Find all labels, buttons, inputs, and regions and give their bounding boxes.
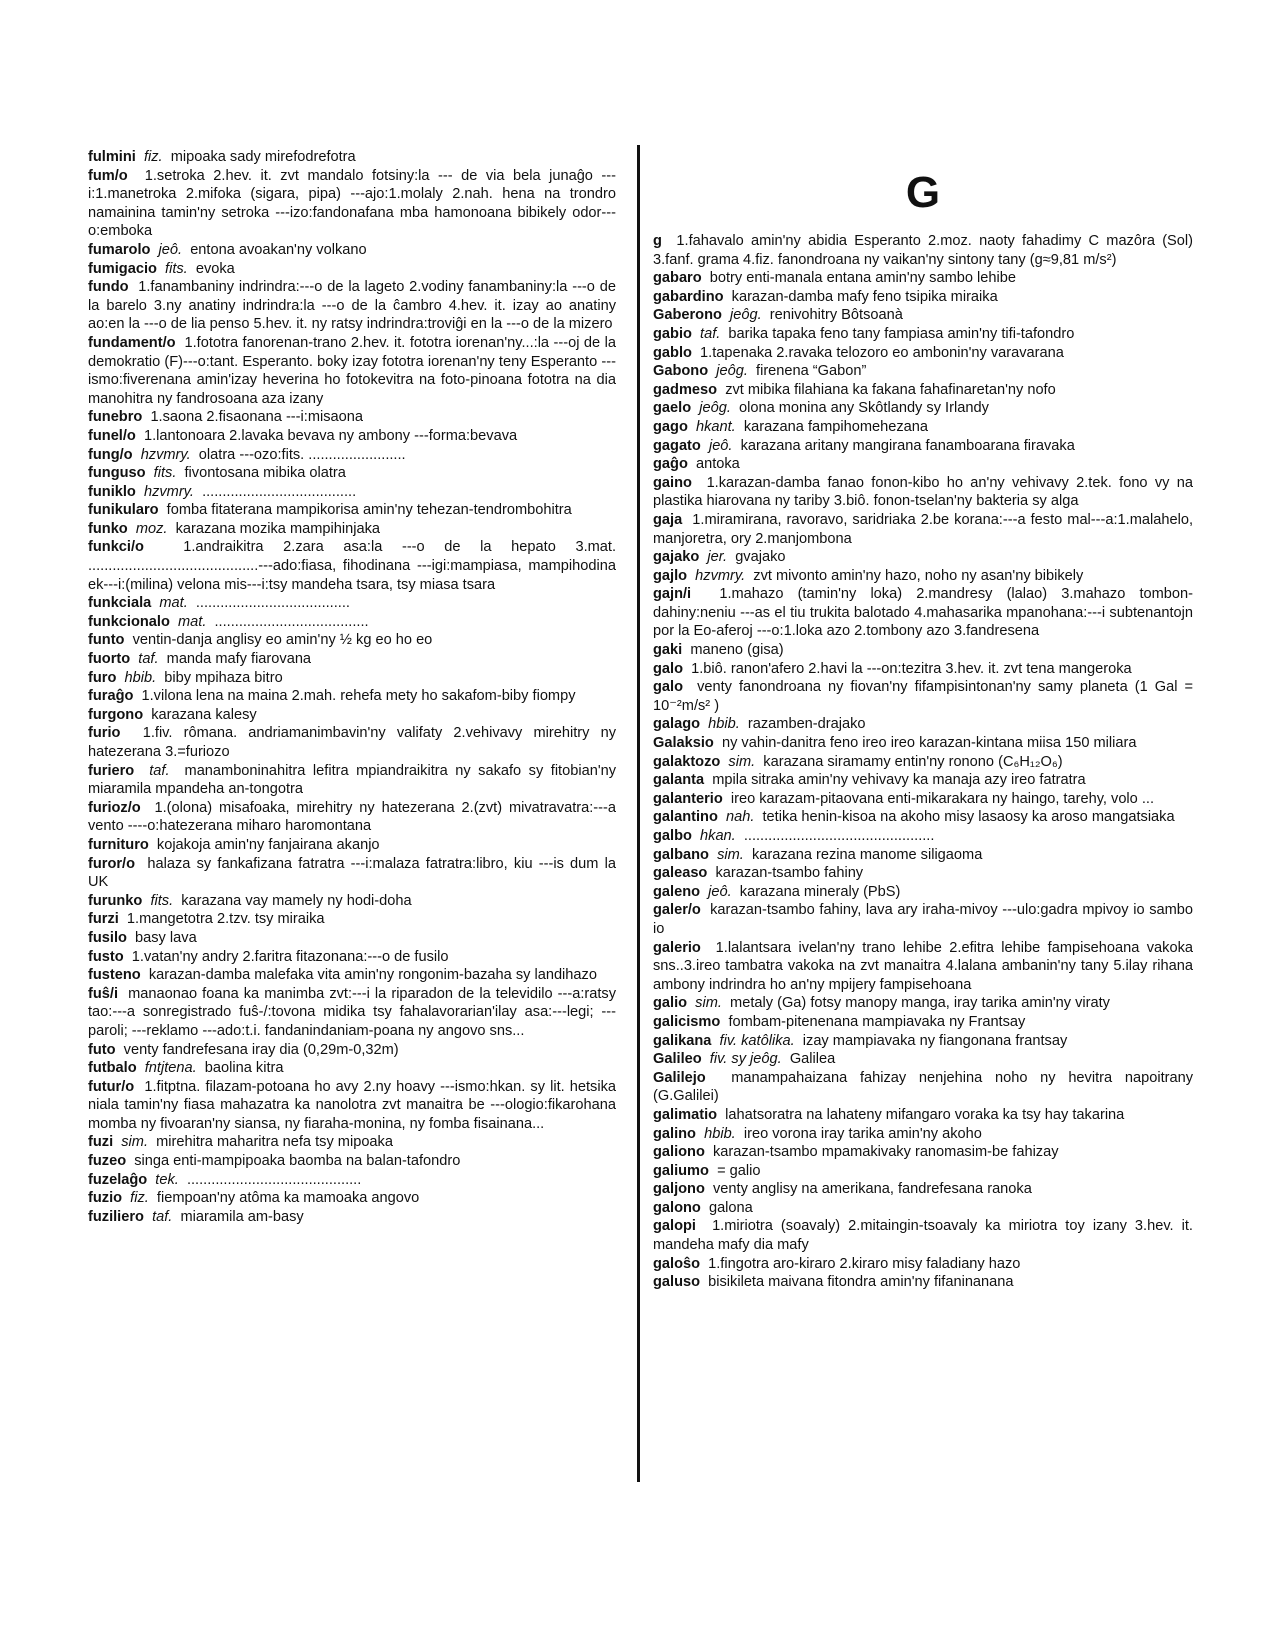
dictionary-entry bbox=[653, 1013, 1193, 1032]
entry-domain-tag: mat. bbox=[178, 613, 207, 630]
dictionary-entry bbox=[88, 464, 616, 483]
entry-headword: Gaberono bbox=[653, 307, 722, 324]
entry-definition: 1.biô. ranon'afero 2.havi la ---on:tezitra 3.hev. it. zvt tena mangeroka bbox=[691, 660, 1132, 677]
entry-headword: furo bbox=[88, 669, 117, 686]
dictionary-entry bbox=[653, 939, 1193, 995]
entry-definition: olona monina any Skôtlandy sy Irlandy bbox=[739, 400, 989, 417]
entry-headword: gabardino bbox=[653, 288, 724, 305]
entry-definition: karazan-damba malefaka vita amin'ny rongonim-bazaha sy landihazo bbox=[148, 967, 597, 984]
entry-headword: furor/o bbox=[88, 855, 136, 872]
dictionary-entry bbox=[88, 446, 616, 465]
entry-domain-tag: fiv. sy jeôg. bbox=[709, 1051, 782, 1068]
entry-headword: gabio bbox=[653, 325, 692, 342]
entry-definition: 1.saona 2.fisaonana ---i:misaona bbox=[150, 409, 363, 426]
entry-domain-tag: fntjtena. bbox=[144, 1060, 197, 1077]
entry-headword: funguso bbox=[88, 465, 146, 482]
entry-definition: ny vahin-danitra feno ireo ireo karazan-kintana miisa 150 miliara bbox=[721, 735, 1137, 752]
entry-definition: 1.vilona lena na maina 2.mah. rehefa mety ho sakafom-biby fiompy bbox=[141, 688, 576, 705]
dictionary-entry bbox=[653, 901, 1193, 938]
dictionary-entry bbox=[88, 1189, 616, 1208]
entry-definition: entona avoakan'ny volkano bbox=[190, 241, 367, 258]
entry-headword: galbano bbox=[653, 846, 709, 863]
entry-definition: = galio bbox=[717, 1162, 761, 1179]
entry-headword: galopi bbox=[653, 1218, 696, 1235]
entry-definition: 1.tapenaka 2.ravaka telozoro eo ambonin'ny varavarana bbox=[700, 344, 1064, 361]
entry-headword: funel/o bbox=[88, 427, 136, 444]
dictionary-entry bbox=[653, 418, 1193, 437]
entry-headword: galiumo bbox=[653, 1162, 709, 1179]
entry-domain-tag: hzvmry. bbox=[143, 483, 194, 500]
dictionary-entry bbox=[653, 344, 1193, 363]
entry-headword: fumarolo bbox=[88, 241, 151, 258]
entry-domain-tag: tek. bbox=[155, 1171, 179, 1188]
entry-definition: antoka bbox=[695, 456, 740, 473]
entry-definition: ............................................... bbox=[743, 828, 935, 844]
entry-domain-tag: jeôg. bbox=[716, 363, 748, 380]
entry-definition: 1.andraikitra 2.zara asa:la ---o de la hepato 3.mat. ..........................................---ado:fiasa, fihodinana ---igi:mampiasa, mampihodina ek---i:(milina) velona mis---i:tsy mandeha tsara, tsy miasa tsara bbox=[88, 539, 617, 593]
entry-headword: gajn/i bbox=[653, 586, 692, 603]
entry-definition: karazana aritany mangirana fanamboarana firavaka bbox=[740, 437, 1075, 454]
entry-definition: karazan-tsambo mpamakivaky ranomasim-be fahizay bbox=[713, 1144, 1059, 1161]
entry-domain-tag: jeô. bbox=[158, 241, 183, 258]
entry-headword: gaja bbox=[653, 511, 683, 528]
dictionary-entry bbox=[88, 762, 616, 799]
entry-headword: fuzi bbox=[88, 1134, 114, 1151]
dictionary-entry bbox=[653, 306, 1193, 325]
entry-headword: fusilo bbox=[88, 929, 127, 946]
dictionary-entry bbox=[88, 1171, 616, 1190]
entry-definition: manda mafy fiarovana bbox=[166, 651, 312, 668]
entry-headword: galono bbox=[653, 1199, 701, 1216]
entry-definition: singa enti-mampipoaka baomba na balan-tafondro bbox=[134, 1153, 461, 1170]
dictionary-entry bbox=[88, 594, 616, 613]
entry-domain-tag: hzvmry. bbox=[695, 567, 746, 584]
entry-domain-tag: jeô. bbox=[708, 883, 732, 900]
entry-definition: karazan-damba mafy feno tsipika miraika bbox=[731, 288, 998, 305]
entry-definition: karazana rezina manome siligaoma bbox=[751, 846, 983, 863]
entry-domain-tag: taf. bbox=[138, 651, 159, 668]
entry-definition: ventin-danja anglisy eo amin'ny ½ kg eo ho eo bbox=[132, 632, 433, 649]
dictionary-entry bbox=[653, 790, 1193, 809]
dictionary-entry bbox=[653, 641, 1193, 660]
entry-headword: furzi bbox=[88, 911, 119, 928]
entry-definition: ........................................... bbox=[186, 1171, 362, 1188]
dictionary-entry bbox=[88, 631, 616, 650]
entry-definition: izay mampiavaka ny fiangonana frantsay bbox=[802, 1032, 1068, 1049]
dictionary-entry bbox=[653, 1255, 1193, 1274]
dictionary-entry bbox=[88, 892, 616, 911]
entry-headword: furiero bbox=[88, 762, 135, 779]
entry-definition: gvajako bbox=[735, 549, 786, 566]
entry-headword: galimatio bbox=[653, 1106, 718, 1123]
dictionary-entry bbox=[653, 846, 1193, 865]
entry-definition: karazana kalesy bbox=[151, 706, 257, 723]
entry-headword: furnituro bbox=[88, 836, 149, 853]
entry-definition: olatra ---ozo:fits. ........................ bbox=[198, 446, 406, 463]
entry-definition: karazana mineraly (PbS) bbox=[739, 883, 901, 900]
entry-domain-tag: fiz. bbox=[130, 1190, 149, 1207]
entry-definition: Galilea bbox=[789, 1051, 836, 1068]
entry-headword: fuŝ/i bbox=[88, 985, 118, 1002]
entry-definition: 1.karazan-damba fanao fonon-kibo ho an'ny vehivavy 2.tek. fono vy na plastika hiarovana ny tariby 3.biô. fonon-tselan'ny bakteria sy alga bbox=[653, 474, 1194, 510]
dictionary-entry bbox=[88, 1152, 616, 1171]
entry-definition: ...................................... bbox=[202, 483, 357, 500]
dictionary-entry bbox=[653, 1125, 1193, 1144]
entry-headword: gabaro bbox=[653, 270, 702, 287]
entry-definition: fivontosana mibika olatra bbox=[184, 465, 346, 482]
dictionary-entry bbox=[88, 1208, 616, 1227]
dictionary-entry bbox=[653, 567, 1193, 586]
entry-definition: razamben-drajako bbox=[747, 716, 866, 733]
entry-headword: galeaso bbox=[653, 865, 708, 882]
dictionary-entry bbox=[88, 910, 616, 929]
entry-headword: gablo bbox=[653, 344, 692, 361]
entry-domain-tag: sim. bbox=[695, 995, 722, 1012]
entry-definition: mpila sitraka amin'ny vehivavy ka manaja azy ireo fatratra bbox=[712, 772, 1086, 789]
entry-headword: galo bbox=[653, 660, 683, 677]
dictionary-entry bbox=[653, 1217, 1193, 1254]
entry-definition: 1.fototra fanorenan-trano 2.hev. it. fototra iorenan'ny...:la ---oj de la demokratio (F)---o:tant. Esperanto. boky izay fototra iorenan'ny teny Esperanto ---ismo:fiverenana amin'izay heverina ho fotokevitra na foto-pinoana fototra na dia manohitra ny fandrosoana aza izany bbox=[88, 334, 617, 407]
entry-headword: fum/o bbox=[88, 167, 128, 184]
entry-headword: furgono bbox=[88, 706, 144, 723]
entry-definition: kojakoja amin'ny fanjairana akanjo bbox=[156, 836, 380, 853]
entry-headword: gago bbox=[653, 418, 688, 435]
entry-headword: galantino bbox=[653, 809, 718, 826]
entry-headword: galoŝo bbox=[653, 1255, 701, 1272]
entry-headword: galino bbox=[653, 1125, 696, 1142]
dictionary-entry bbox=[88, 1133, 616, 1152]
entry-definition: karazan-tsambo fahiny, lava ary iraha-mivoy ---ulo:gadra mpivoy io sambo io bbox=[653, 902, 1193, 937]
entry-headword: fuzelaĝo bbox=[88, 1171, 148, 1188]
dictionary-entry bbox=[653, 1069, 1193, 1106]
dictionary-entry bbox=[88, 1041, 616, 1060]
entry-headword: galaktozo bbox=[653, 753, 721, 770]
dictionary-entry bbox=[88, 948, 616, 967]
entry-definition: maneno (gisa) bbox=[690, 642, 784, 659]
entry-headword: fundo bbox=[88, 279, 129, 296]
entry-definition: 1.fahavalo amin'ny abidia Esperanto 2.moz. naoty fahadimy C mazôra (Sol) 3.fanf. grama 4.fiz. fanondroana ny vaikan'ny sintony tany (g≈9,81 m/s²) bbox=[653, 233, 1194, 268]
entry-definition: 1.fiv. rômana. andriamanimbavin'ny valifaty 2.vehivavy mirehitry ny hatezerana 3.=furiozo bbox=[88, 725, 616, 760]
entry-headword: gaino bbox=[653, 474, 692, 491]
entry-domain-tag: taf. bbox=[152, 1208, 173, 1225]
dictionary-entry bbox=[88, 799, 616, 836]
entry-domain-tag: fits. bbox=[153, 465, 177, 482]
entry-headword: furioz/o bbox=[88, 799, 141, 816]
dictionary-entry bbox=[653, 474, 1193, 511]
entry-definition: 1.mahazo (tamin'ny loka) 2.mandresy (lalao) 3.mahazo tombon-dahiny:neniu ---as el tiu trukita balotado 4.mahasarika mpanohana:---i subtenantojn por la Eo-aferoj ---o:1.loka azo 2.tombony azo 3.fandresena bbox=[653, 586, 1193, 640]
entry-headword: galio bbox=[653, 995, 688, 1012]
dictionary-entry bbox=[653, 455, 1193, 474]
entry-headword: funikularo bbox=[88, 502, 159, 519]
entry-definition: renivohitry Bôtsoanà bbox=[769, 307, 903, 324]
entry-definition: ireo vorona iray tarika amin'ny akoho bbox=[743, 1125, 982, 1142]
dictionary-entry bbox=[653, 325, 1193, 344]
entry-headword: galikana bbox=[653, 1032, 712, 1049]
entry-definition: karazana fampihomehezana bbox=[743, 418, 929, 435]
entry-definition: basy lava bbox=[135, 929, 197, 946]
entry-domain-tag: moz. bbox=[135, 520, 168, 537]
dictionary-entry bbox=[653, 1106, 1193, 1125]
entry-headword: galanterio bbox=[653, 790, 723, 807]
entry-definition: barika tapaka feno tany fampiasa amin'ny tifi-tafondro bbox=[728, 325, 1075, 342]
dictionary-entry bbox=[88, 966, 616, 985]
entry-definition: karazana mozika mampihinjaka bbox=[175, 520, 380, 537]
entry-headword: funebro bbox=[88, 409, 143, 426]
entry-headword: Galileo bbox=[653, 1051, 702, 1068]
dictionary-entry bbox=[88, 1078, 616, 1134]
entry-definition: venty anglisy na amerikana, fandrefesana ranoka bbox=[713, 1181, 1032, 1198]
entry-domain-tag: jer. bbox=[707, 549, 728, 566]
entry-definition: metaly (Ga) fotsy manopy manga, iray tarika amin'ny viraty bbox=[730, 995, 1110, 1012]
entry-headword: galeno bbox=[653, 883, 701, 900]
entry-definition: halaza sy fankafizana fatratra ---i:malaza fatratra:libro, kiu ---is dum la UK bbox=[88, 855, 617, 891]
entry-headword: galicismo bbox=[653, 1013, 721, 1030]
entry-definition: 1.lantonoara 2.lavaka bevava ny ambony ---forma:bevava bbox=[143, 427, 518, 444]
entry-domain-tag: fiz. bbox=[143, 149, 163, 165]
dictionary-entry bbox=[653, 1162, 1193, 1181]
dictionary-entry bbox=[653, 753, 1193, 772]
entry-definition: venty fanondroana ny fiovan'ny fifampisintonan'ny samy planeta (1 Gal = 10⁻²m/s² ) bbox=[653, 679, 1194, 714]
entry-definition: ireo karazam-pitaovana enti-mikarakara ny haingo, tarehy, volo ... bbox=[730, 790, 1155, 807]
left-column bbox=[88, 148, 616, 1226]
dictionary-entry bbox=[88, 427, 616, 446]
entry-domain-tag: jeôg. bbox=[699, 400, 731, 417]
section-letter: G bbox=[905, 168, 941, 217]
dictionary-entry bbox=[653, 827, 1193, 846]
entry-headword: fulmini bbox=[88, 149, 136, 165]
dictionary-entry bbox=[88, 167, 616, 241]
entry-definition: ...................................... bbox=[214, 613, 369, 630]
entry-headword: funkciala bbox=[88, 595, 152, 612]
entry-domain-tag: jeôg. bbox=[730, 307, 762, 324]
dictionary-entry bbox=[88, 148, 616, 167]
entry-domain-tag: sim. bbox=[121, 1134, 149, 1151]
dictionary-entry bbox=[88, 724, 616, 761]
dictionary-entry bbox=[88, 613, 616, 632]
dictionary-entry bbox=[653, 232, 1193, 269]
entry-headword: fusteno bbox=[88, 967, 141, 984]
entry-headword: furunko bbox=[88, 892, 143, 909]
entry-domain-tag: hkant. bbox=[695, 418, 736, 435]
dictionary-entry bbox=[653, 808, 1193, 827]
dictionary-entry bbox=[653, 288, 1193, 307]
dictionary-entry bbox=[88, 855, 616, 892]
entry-definition: 1.vatan'ny andry 2.faritra fitazonana:---o de fusilo bbox=[131, 948, 449, 965]
entry-domain-tag: nah. bbox=[725, 809, 755, 826]
entry-definition: karazana vay mamely ny hodi-doha bbox=[181, 892, 412, 909]
dictionary-entry bbox=[88, 836, 616, 855]
entry-headword: funiklo bbox=[88, 483, 136, 500]
entry-definition: fombam-pitenenana mampiavaka ny Frantsay bbox=[728, 1013, 1026, 1030]
entry-domain-tag: fits. bbox=[165, 260, 188, 277]
entry-definition: karazan-tsambo fahiny bbox=[715, 865, 864, 882]
column-divider bbox=[637, 145, 640, 1482]
dictionary-entry bbox=[653, 678, 1193, 715]
entry-definition: 1.miramirana, ravoravo, saridriaka 2.be korana:---a festo mal---a:1.malahelo, manjoretra, ory 2.manjombona bbox=[653, 511, 1194, 547]
dictionary-entry bbox=[88, 260, 616, 279]
entry-definition: manaonao foana ka manimba zvt:---i la riparadon de la televidilo ---a:ratsy tao:---a sonregistrado fuŝ-/:tovona midika tsy fahalavorarian'ilay asa:---legi; ---paroli; ---reklamo ---ado:t.i. fandanindaniam-poana ny angovo sns... bbox=[88, 985, 616, 1039]
dictionary-entry bbox=[88, 278, 616, 334]
entry-definition: fiempoan'ny atôma ka mamoaka angovo bbox=[156, 1190, 420, 1207]
entry-headword: fumigacio bbox=[88, 260, 157, 277]
entry-headword: fuorto bbox=[88, 651, 131, 668]
entry-headword: fung/o bbox=[88, 446, 133, 463]
entry-definition: mirehitra maharitra nefa tsy mipoaka bbox=[156, 1134, 393, 1151]
dictionary-entry bbox=[653, 1050, 1193, 1069]
dictionary-entry bbox=[88, 985, 616, 1041]
right-column bbox=[653, 232, 1193, 1292]
entry-headword: fuzio bbox=[88, 1190, 123, 1207]
dictionary-entry bbox=[653, 771, 1193, 790]
entry-definition: 1.fingotra aro-kiraro 2.kiraro misy faladiany hazo bbox=[708, 1255, 1021, 1272]
dictionary-entry bbox=[653, 864, 1193, 883]
entry-definition: fomba fitaterana mampikorisa amin'ny tehezan-tendrombohitra bbox=[166, 502, 572, 519]
entry-headword: galbo bbox=[653, 828, 692, 844]
entry-definition: venty fandrefesana iray dia (0,29m-0,32m) bbox=[123, 1041, 399, 1058]
dictionary-entry bbox=[653, 1273, 1193, 1292]
entry-definition: evoka bbox=[195, 260, 235, 277]
entry-definition: zvt mibika filahiana ka fakana fahafinaretan'ny nofo bbox=[725, 381, 1056, 398]
dictionary-entry bbox=[653, 994, 1193, 1013]
entry-headword: funko bbox=[88, 520, 128, 537]
dictionary-entry bbox=[653, 362, 1193, 381]
dictionary-entry bbox=[88, 501, 616, 520]
entry-headword: fundament/o bbox=[88, 334, 176, 351]
entry-headword: gaĝo bbox=[653, 456, 688, 473]
entry-headword: futo bbox=[88, 1041, 116, 1058]
entry-definition: firenena “Gabon” bbox=[756, 363, 867, 380]
entry-definition: botry enti-manala entana amin'ny sambo lehibe bbox=[709, 270, 1016, 287]
dictionary-entry bbox=[653, 437, 1193, 456]
entry-headword: gaelo bbox=[653, 400, 692, 417]
entry-headword: g bbox=[653, 233, 662, 249]
dictionary-entry bbox=[653, 660, 1193, 679]
dictionary-entry bbox=[653, 269, 1193, 288]
dictionary-entry bbox=[653, 1143, 1193, 1162]
dictionary-entry bbox=[653, 1199, 1193, 1218]
entry-definition: 1.fitptna. filazam-potoana ho avy 2.ny hoavy ---ismo:hkan. sy lit. hetsika niala tamin'ny fiasa mahazatra ka nanolotra zvt manaitra be ---ologio:fikarohana momba ny fivoaran'ny siansa, ny fiaraha-monina, ny fomba fisainana... bbox=[88, 1078, 616, 1132]
entry-headword: gajako bbox=[653, 549, 700, 566]
dictionary-entry bbox=[653, 715, 1193, 734]
dictionary-entry bbox=[88, 669, 616, 688]
dictionary-entry bbox=[88, 706, 616, 725]
entry-headword: galiono bbox=[653, 1144, 705, 1161]
entry-headword: Gabono bbox=[653, 363, 709, 380]
entry-definition: 1.lalantsara ivelan'ny trano lehibe 2.efitra lehibe fampisehoana vakoka sns..3.ireo tambatra vakoka na zvt manaitra 4.lalana ambanin'ny tany 5.ilay rihana ambony indrindra ho an'ny mpijery fampisehoana bbox=[653, 939, 1193, 993]
entry-headword: galerio bbox=[653, 939, 701, 956]
entry-headword: Galilejo bbox=[653, 1069, 706, 1086]
entry-headword: funkcionalo bbox=[88, 613, 170, 630]
dictionary-entry bbox=[88, 1059, 616, 1078]
dictionary-entry bbox=[653, 548, 1193, 567]
entry-domain-tag: taf. bbox=[700, 325, 721, 342]
entry-headword: futbalo bbox=[88, 1060, 137, 1077]
entry-headword: funkci/o bbox=[88, 539, 144, 556]
entry-domain-tag: sim. bbox=[717, 846, 744, 863]
dictionary-entry bbox=[88, 687, 616, 706]
entry-definition: bisikileta maivana fitondra amin'ny fifaninanana bbox=[708, 1274, 1014, 1291]
entry-definition: manampahaizana fahizay nenjehina noho ny hevitra napoitrany (G.Galilei) bbox=[653, 1069, 1194, 1105]
entry-headword: fuziliero bbox=[88, 1208, 144, 1225]
entry-headword: fusto bbox=[88, 948, 124, 965]
entry-domain-tag: hkan. bbox=[700, 828, 736, 844]
entry-headword: galjono bbox=[653, 1181, 705, 1198]
dictionary-entry bbox=[653, 1032, 1193, 1051]
entry-definition: mipoaka sady mirefodrefotra bbox=[170, 149, 356, 165]
entry-headword: gajlo bbox=[653, 567, 688, 584]
dictionary-entry bbox=[653, 511, 1193, 548]
entry-definition: 1.miriotra (soavaly) 2.mitaingin-tsoavaly ka miriotra toy izany 3.hev. it. mandeha mafy dia mafy bbox=[653, 1218, 1193, 1254]
entry-domain-tag: jeô. bbox=[708, 437, 733, 454]
entry-definition: karazana siramamy entin'ny ronono (C₆H₁₂O₆) bbox=[763, 753, 1063, 770]
entry-domain-tag: sim. bbox=[728, 753, 756, 770]
entry-definition: ...................................... bbox=[195, 595, 350, 612]
dictionary-entry bbox=[88, 241, 616, 260]
entry-definition: 1.setroka 2.hev. it. zvt mandalo fotsiny:la --- de via bela junaĝo ---i:1.manetroka 2.mifoka (sigara, pipa) ---ajo:1.molaly 2.nah. hena na trondro namainina tamin'ny setroka ---izo:fandonafana mba hamonoana bibikely odor---o:emboka bbox=[88, 167, 617, 240]
entry-domain-tag: fiv. katôlika. bbox=[719, 1032, 795, 1049]
entry-domain-tag: mat. bbox=[159, 595, 188, 612]
dictionary-entry bbox=[653, 1180, 1193, 1199]
entry-headword: gaki bbox=[653, 642, 683, 659]
entry-headword: galago bbox=[653, 716, 701, 733]
entry-headword: furaĝo bbox=[88, 688, 134, 705]
entry-definition: 1.(olona) misafoaka, mirehitry ny hatezerana 2.(zvt) mivatravatra:---a vento ----o:hatezerana miharo haromontana bbox=[88, 799, 616, 835]
entry-headword: Galaksio bbox=[653, 735, 714, 752]
dictionary-entry bbox=[653, 399, 1193, 418]
dictionary-entry bbox=[88, 650, 616, 669]
entry-domain-tag: hbib. bbox=[704, 1125, 736, 1142]
entry-headword: galanta bbox=[653, 772, 705, 789]
entry-definition: 1.mangetotra 2.tzv. tsy miraika bbox=[126, 911, 325, 928]
dictionary-entry bbox=[653, 381, 1193, 400]
dictionary-entry bbox=[653, 883, 1193, 902]
entry-headword: funto bbox=[88, 632, 125, 649]
entry-headword: futur/o bbox=[88, 1078, 135, 1095]
entry-definition: baolina kitra bbox=[204, 1060, 284, 1077]
entry-domain-tag: taf. bbox=[149, 762, 170, 779]
entry-definition: miaramila am-basy bbox=[180, 1208, 304, 1225]
dictionary-entry bbox=[88, 929, 616, 948]
entry-definition: galona bbox=[708, 1199, 753, 1216]
dictionary-entry bbox=[88, 408, 616, 427]
entry-headword: galo bbox=[653, 679, 683, 696]
entry-domain-tag: hbib. bbox=[124, 669, 157, 686]
entry-domain-tag: fits. bbox=[150, 892, 174, 909]
dictionary-entry bbox=[653, 734, 1193, 753]
entry-headword: galer/o bbox=[653, 902, 701, 919]
entry-domain-tag: hbib. bbox=[708, 716, 740, 733]
entry-headword: gagato bbox=[653, 437, 701, 454]
entry-domain-tag: hzvmry. bbox=[140, 446, 191, 463]
entry-definition: lahatsoratra na lahateny mifangaro voraka ka tsy hay takarina bbox=[725, 1106, 1125, 1123]
entry-definition: zvt mivonto amin'ny hazo, noho ny asan'ny bibikely bbox=[753, 567, 1084, 584]
entry-headword: gadmeso bbox=[653, 381, 718, 398]
dictionary-entry bbox=[88, 334, 616, 408]
dictionary-entry bbox=[88, 538, 616, 594]
entry-headword: furio bbox=[88, 725, 121, 742]
dictionary-entry bbox=[653, 585, 1193, 641]
entry-definition: tetika henin-kisoa na akoho misy lasaosy ka aroso mangatsiaka bbox=[762, 809, 1175, 826]
dictionary-entry bbox=[88, 520, 616, 539]
entry-headword: fuzeo bbox=[88, 1153, 127, 1170]
entry-definition: manamboninahitra lefitra mpiandraikitra ny sakafo sy fitobian'ny miaramila mpandeha an-tongotra bbox=[88, 762, 617, 798]
entry-definition: 1.fanambaniny indrindra:---o de la lageto 2.vodiny fanambaniny:la ---o de la barelo 3.ny anatiny indrindra:la ---o de la ĉambro 4.hev. it. izay ao anatiny ao:en la ---o de lia penso 5.hev. it. ny ratsy indrindra:troviĝi en la ---o de la mizero bbox=[88, 279, 617, 333]
entry-headword: galuso bbox=[653, 1274, 701, 1291]
dictionary-entry bbox=[88, 483, 616, 502]
entry-definition: biby mpihaza bitro bbox=[164, 669, 283, 686]
